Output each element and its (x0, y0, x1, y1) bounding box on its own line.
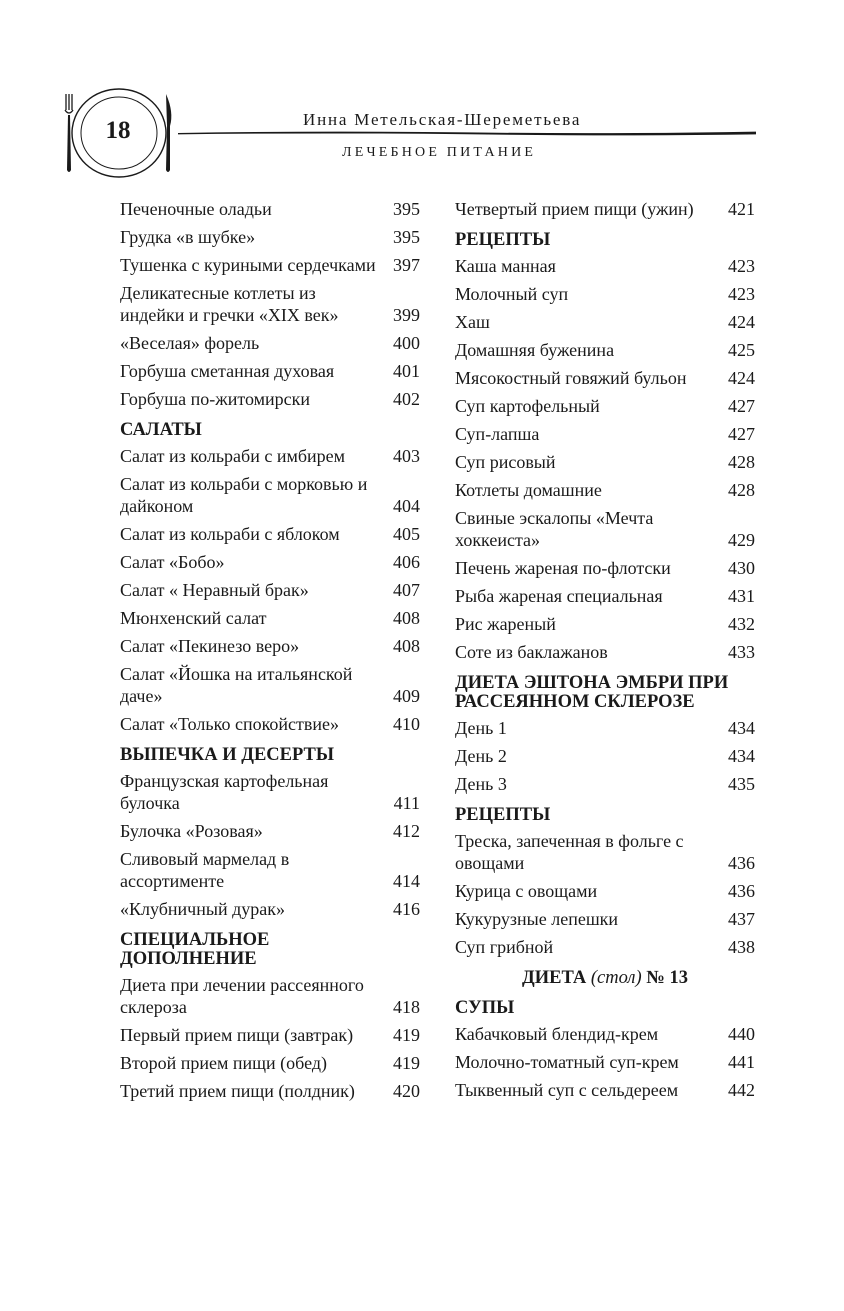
entry-page: 411 (393, 793, 420, 813)
header-rule (178, 128, 756, 138)
entry-page: 400 (393, 333, 420, 353)
entry-page: 435 (728, 774, 755, 794)
entry-title: Салат «Бобо» (120, 552, 225, 572)
entry-title: Суп грибной (455, 937, 554, 957)
toc-entry (120, 770, 420, 814)
toc-entry (455, 198, 755, 220)
toc-entry (455, 311, 755, 333)
entry-title: Салат « Неравный брак» (120, 580, 309, 600)
toc-entry (120, 1080, 420, 1102)
entry-title: Каша манная (455, 256, 556, 276)
entry-title: Мясокостный говяжий бульон (455, 368, 687, 388)
entry-title: Молочный суп (455, 284, 569, 304)
diet-title-prefix: ДИЕТА (522, 968, 587, 988)
entry-title: День 3 (455, 774, 507, 794)
entry-title: Печень жареная по-флотски (455, 558, 671, 578)
entry-page: 431 (728, 586, 755, 606)
entry-title: Тыквенный суп с сельдереем (455, 1080, 679, 1100)
entry-title: Свиные эскалопы «Мечта хоккеиста» (455, 508, 654, 550)
toc-entry (455, 880, 755, 902)
entry-title: Четвертый прием пищи (ужин) (455, 199, 694, 219)
entry-title: Салат «Йошка на итальянской даче» (120, 664, 353, 706)
entry-page: 409 (393, 686, 420, 706)
toc-entry (120, 445, 420, 467)
toc-entry (455, 367, 755, 389)
toc-entry (455, 1023, 755, 1045)
toc-right-column (455, 198, 755, 1107)
entry-title: Соте из баклажанов (455, 642, 608, 662)
entry-page: 427 (728, 396, 755, 416)
toc-entry (455, 745, 755, 767)
toc-entry (120, 1052, 420, 1074)
entry-title: День 1 (455, 718, 507, 738)
entry-page: 405 (393, 524, 420, 544)
entry-page: 407 (393, 580, 420, 600)
entry-page: 425 (728, 340, 755, 360)
entry-title: Диета при лечении рассеянного склероза (120, 975, 364, 1017)
toc-entry (120, 635, 420, 657)
entry-title: Салат из кольраби с имбирем (120, 446, 346, 466)
section-title-special (120, 931, 420, 969)
entry-page: 436 (728, 853, 755, 873)
section-title-recipes: РЕЦЕПТЫ (455, 805, 551, 825)
toc-entry (120, 388, 420, 410)
entry-title: Булочка «Розовая» (120, 821, 263, 841)
entry-title: Деликатесные котлеты из индейки и гречки «XIX век» (120, 283, 339, 325)
entry-title: Французская картофельная булочка (120, 771, 329, 813)
toc-entry (455, 395, 755, 417)
entry-title: Кабачковый блендид-крем (455, 1024, 659, 1044)
entry-page: 428 (728, 480, 755, 500)
toc-entry (455, 283, 755, 305)
entry-title: Тушенка с куриными сердечками (120, 255, 376, 275)
entry-page: 408 (393, 636, 420, 656)
entry-page: 429 (728, 530, 755, 550)
toc-entry (120, 254, 420, 276)
entry-title: «Клубничный дурак» (120, 899, 285, 919)
toc-entry (455, 773, 755, 795)
section-title-embry-diet (455, 674, 755, 712)
entry-page: 424 (728, 312, 755, 332)
entry-page: 428 (728, 452, 755, 472)
entry-page: 438 (728, 937, 755, 957)
toc-entry (455, 1079, 755, 1101)
toc-entry (455, 451, 755, 473)
section-title-line: СПЕЦИАЛЬНОЕ (120, 930, 270, 950)
toc-entry (455, 936, 755, 958)
running-head-title: ЛЕЧЕБНОЕ ПИТАНИЕ (342, 145, 537, 160)
entry-page: 432 (728, 614, 755, 634)
toc-entry (455, 1051, 755, 1073)
entry-page: 423 (728, 284, 755, 304)
section-title-recipes: РЕЦЕПТЫ (455, 230, 551, 250)
entry-title: Грудка «в шубке» (120, 227, 256, 247)
entry-title: Мюнхенский салат (120, 608, 267, 628)
toc-entry (120, 607, 420, 629)
toc-entry (120, 1024, 420, 1046)
toc-entry (455, 255, 755, 277)
section-title-soups: СУПЫ (455, 998, 515, 1018)
entry-page: 442 (728, 1080, 755, 1100)
entry-page: 399 (393, 305, 420, 325)
entry-title: Сливовый мармелад в ассортименте (120, 849, 290, 891)
entry-page: 419 (393, 1025, 420, 1045)
diet-title-italic: (стол) (590, 968, 642, 988)
entry-title: Хаш (455, 312, 490, 332)
entry-page: 423 (728, 256, 755, 276)
toc-entry (455, 507, 755, 551)
toc-entry (455, 908, 755, 930)
entry-title: Кукурузные лепешки (455, 909, 619, 929)
entry-page: 430 (728, 558, 755, 578)
section-title-line: РАССЕЯННОМ СКЛЕРОЗЕ (455, 692, 695, 712)
toc-entry (120, 523, 420, 545)
entry-page: 424 (728, 368, 755, 388)
entry-title: Рис жареный (455, 614, 556, 634)
entry-title: Салат «Пекинезо веро» (120, 636, 300, 656)
entry-title: Печеночные оладьи (120, 199, 272, 219)
entry-page: 441 (728, 1052, 755, 1072)
entry-page: 418 (393, 997, 420, 1017)
entry-page: 414 (393, 871, 420, 891)
entry-title: Котлеты домашние (455, 480, 602, 500)
entry-page: 436 (728, 881, 755, 901)
section-title-line: ДОПОЛНЕНИЕ (120, 949, 257, 969)
toc-entry (120, 332, 420, 354)
entry-page: 434 (728, 718, 755, 738)
section-title-baking: ВЫПЕЧКА И ДЕСЕРТЫ (120, 745, 335, 765)
toc-left-column (120, 198, 420, 1108)
toc-entry (120, 226, 420, 248)
toc-entry (120, 551, 420, 573)
entry-page: 408 (393, 608, 420, 628)
entry-page: 410 (393, 714, 420, 734)
entry-title: Третий прием пищи (полдник) (120, 1081, 355, 1101)
toc-entry (455, 557, 755, 579)
entry-title: Молочно-томатный суп-крем (455, 1052, 679, 1072)
entry-title: Салат из кольраби с яблоком (120, 524, 340, 544)
entry-page: 419 (393, 1053, 420, 1073)
entry-title: Суп картофельный (455, 396, 600, 416)
diet-title-suffix: № 13 (646, 968, 688, 988)
entry-title: Первый прием пищи (завтрак) (120, 1025, 354, 1045)
entry-title: Суп-лапша (455, 424, 540, 444)
toc-entry (120, 579, 420, 601)
entry-page: 434 (728, 746, 755, 766)
entry-title: Второй прием пищи (обед) (120, 1053, 327, 1073)
toc-entry (120, 974, 420, 1018)
toc-entry (120, 360, 420, 382)
entry-page: 395 (393, 199, 420, 219)
page-header (0, 0, 844, 200)
entry-page: 395 (393, 227, 420, 247)
toc-entry (120, 663, 420, 707)
entry-title: «Веселая» форель (120, 333, 260, 353)
toc-entry (120, 282, 420, 326)
entry-title: Домашняя буженина (455, 340, 615, 360)
entry-page: 402 (393, 389, 420, 409)
toc-entry (455, 585, 755, 607)
entry-title: День 2 (455, 746, 507, 766)
running-head-author: Инна Метельская-Шереметьева (303, 110, 582, 129)
toc-entry (120, 848, 420, 892)
entry-page: 412 (393, 821, 420, 841)
section-title-diet-13 (455, 969, 755, 988)
section-title-salads: САЛАТЫ (120, 420, 202, 440)
entry-title: Горбуша сметанная духовая (120, 361, 335, 381)
toc-entry (455, 339, 755, 361)
entry-title: Салат из кольраби с морковью и дайконом (120, 474, 368, 516)
toc-entry (455, 641, 755, 663)
entry-page: 433 (728, 642, 755, 662)
toc-entry (120, 820, 420, 842)
entry-page: 427 (728, 424, 755, 444)
entry-title: Треска, запеченная в фольге с овощами (455, 831, 684, 873)
entry-title: Рыба жареная специальная (455, 586, 663, 606)
entry-page: 406 (393, 552, 420, 572)
entry-page: 440 (728, 1024, 755, 1044)
entry-title: Суп рисовый (455, 452, 556, 472)
toc-entry (455, 479, 755, 501)
entry-title: Горбуша по-житомирски (120, 389, 311, 409)
toc-entry (120, 713, 420, 735)
section-title-line: ДИЕТА ЭШТОНА ЭМБРИ ПРИ (455, 673, 729, 693)
entry-page: 397 (393, 255, 420, 275)
entry-page: 437 (728, 909, 755, 929)
entry-title: Салат «Только спокойствие» (120, 714, 340, 734)
entry-page: 403 (393, 446, 420, 466)
toc-entry (120, 473, 420, 517)
entry-page: 416 (393, 899, 420, 919)
entry-page: 401 (393, 361, 420, 381)
entry-title: Курица с овощами (455, 881, 598, 901)
toc-entry (455, 423, 755, 445)
entry-page: 421 (728, 199, 755, 219)
toc-entry (120, 198, 420, 220)
toc-entry (120, 898, 420, 920)
toc-entry (455, 717, 755, 739)
entry-page: 404 (393, 496, 420, 516)
entry-page: 420 (393, 1081, 420, 1101)
toc-entry (455, 830, 755, 874)
toc-entry (455, 613, 755, 635)
page-number: 18 (105, 117, 131, 144)
